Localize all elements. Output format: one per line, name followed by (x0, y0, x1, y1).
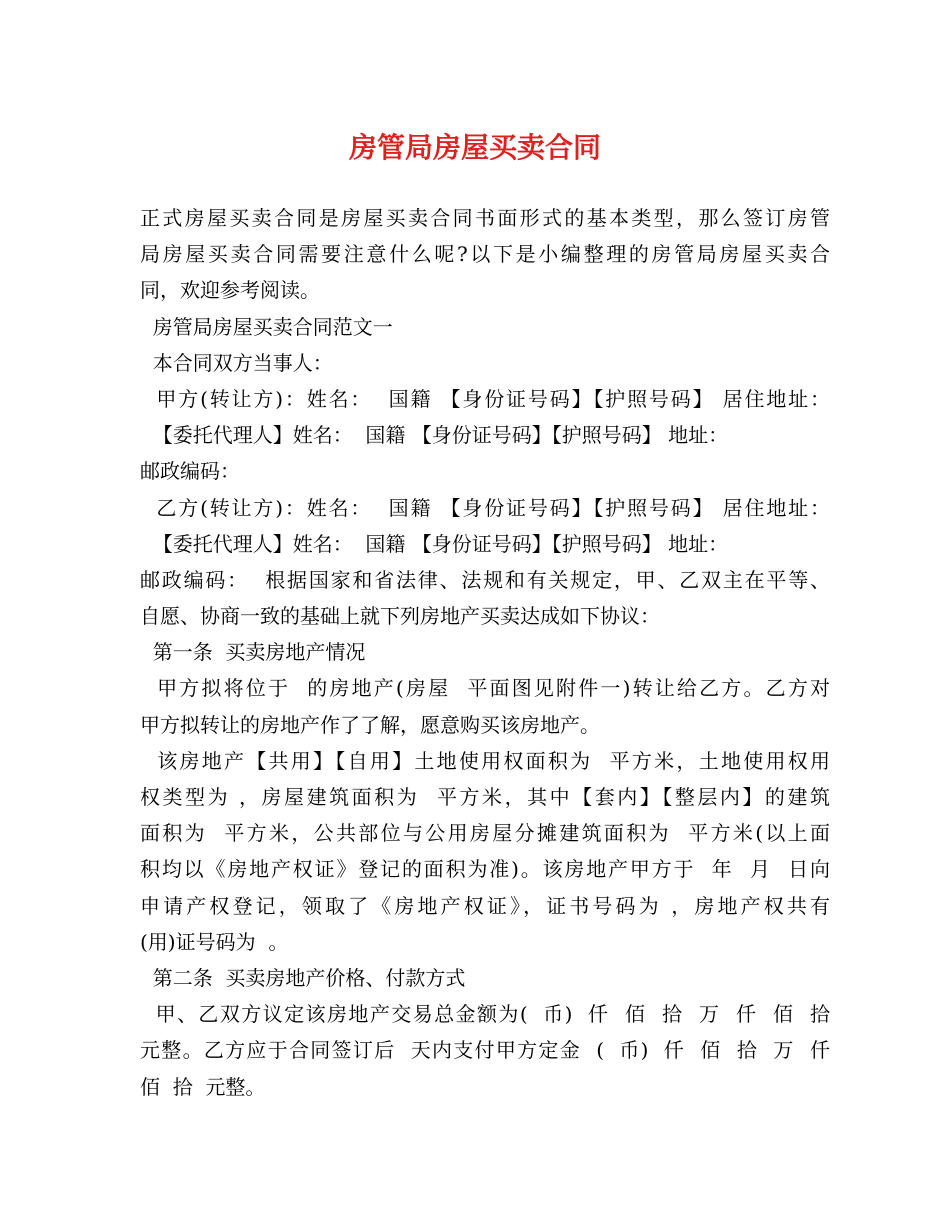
document-line: 邮政编码： 根据国家和省法律、法规和有关规定，甲、乙双主在平等、 (140, 567, 830, 592)
document-line: 第一条 买卖房地产情况 (140, 640, 366, 665)
document-line: 甲方拟将位于 的房地产(房屋 平面图见附件一)转让给乙方。乙方对 (140, 676, 830, 701)
document-line: 佰 拾 元整。 (140, 1074, 266, 1099)
document-line: 面积为 平方米，公共部位与公用房屋分摊建筑面积为 平方米(以上面 (140, 821, 830, 846)
document-line: 该房地产【共用】【自用】土地使用权面积为 平方米，土地使用权用 (140, 748, 830, 773)
document-line: 【委托代理人】姓名： 国籍 【身份证号码】【护照号码】 地址： (140, 423, 729, 448)
document-line: 甲、乙双方议定该房地产交易总金额为( 币) 仟 佰 拾 万 仟 佰 拾 (140, 1002, 830, 1027)
document-line: 甲方(转让方)：姓名： 国籍 【身份证号码】【护照号码】 居住地址： (140, 386, 830, 411)
document-line: 权类型为 ，房屋建筑面积为 平方米，其中【套内】【整层内】的建筑 (140, 785, 830, 809)
document-title: 房管局房屋买卖合同 (348, 131, 601, 164)
document-line: (用)证号码为 。 (140, 929, 289, 954)
document-line: 申请产权登记，领取了《房地产权证》，证书号码为 ，房地产权共有 (140, 893, 830, 918)
document-line: 【委托代理人】姓名： 国籍 【身份证号码】【护照号码】 地址： (140, 531, 729, 556)
document-line: 同，欢迎参考阅读。 (140, 278, 320, 303)
document-line: 第二条 买卖房地产价格、付款方式 (140, 965, 466, 990)
document-line: 元整。乙方应于合同签订后 天内支付甲方定金 ( 币) 仟 佰 拾 万 仟 (140, 1038, 830, 1063)
document-line: 甲方拟转让的房地产作了了解，愿意购买该房地产。 (140, 712, 600, 737)
document-line: 自愿、协商一致的基础上就下列房地产买卖达成如下协议： (140, 604, 660, 629)
document-line: 房管局房屋买卖合同范文一 (140, 314, 393, 339)
document-line: 乙方(转让方)：姓名： 国籍 【身份证号码】【护照号码】 居住地址： (140, 495, 830, 520)
document-line: 正式房屋买卖合同是房屋买卖合同书面形式的基本类型，那么签订房管 (140, 206, 830, 230)
document-body (140, 200, 830, 1105)
document-line: 邮政编码： (140, 459, 240, 484)
document-line: 局房屋买卖合同需要注意什么呢?以下是小编整理的房管局房屋买卖合 (140, 242, 830, 267)
document-line: 本合同双方当事人： (140, 350, 333, 375)
document-line: 积均以《房地产权证》登记的面积为准)。该房地产甲方于 年 月 日向 (140, 857, 830, 882)
